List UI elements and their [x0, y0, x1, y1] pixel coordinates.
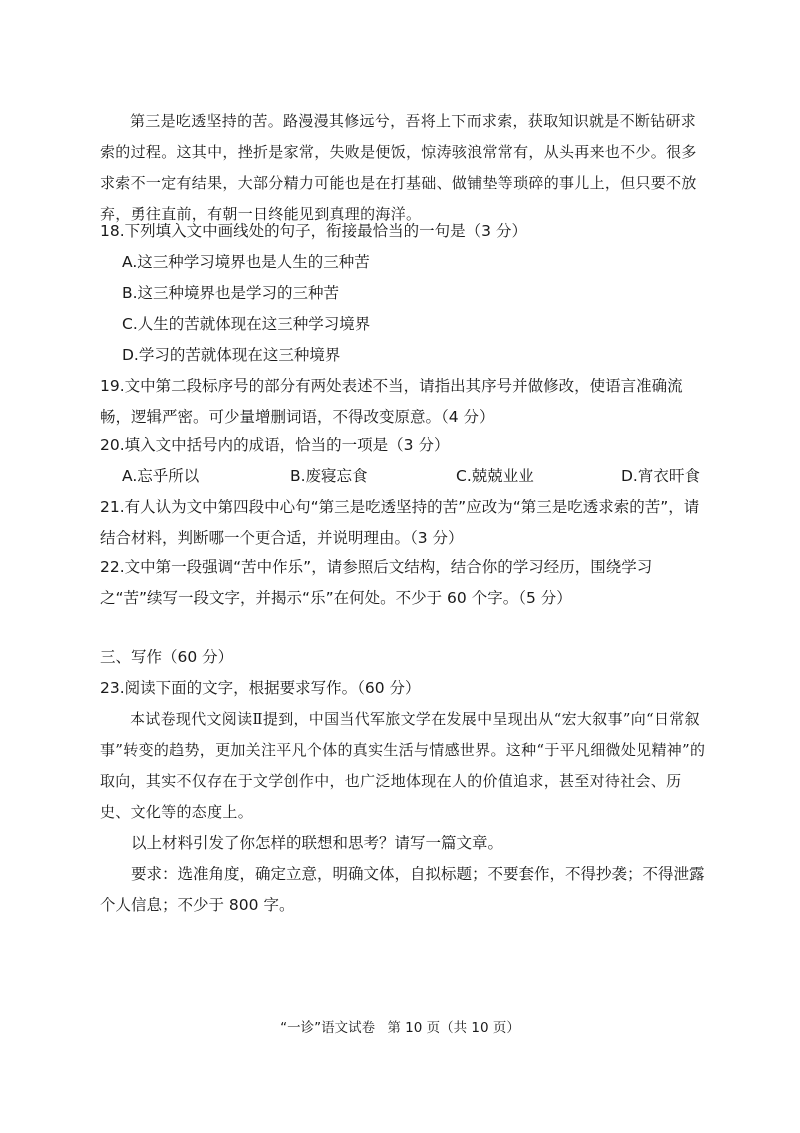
- question-20: [100, 430, 710, 492]
- question-23-prompt: 以上材料引发了你怎样的联想和思考？请写一篇文章。: [131, 834, 504, 852]
- question-18-stem: 18.下列填入文中画线处的句子，衔接最恰当的一句是（3 分）: [100, 222, 527, 240]
- passage-paragraph-3: 第三是吃透坚持的苦。路漫漫其修远兮，吾将上下而求索，获取知识就是不断钻研求索的过程。这其中，挫折是家常，失败是便饭，惊涛骇浪常常有，从头再来也不少。很多求索不一定有结果，大部分精力可能也是在打基础、做铺垫等琐碎的事儿上，但只要不放弃，勇往直前，有朝一日终能见到真理的海洋。: [100, 112, 697, 223]
- question-20-stem: 20.填入文中括号内的成语，恰当的一项是（3 分）: [100, 436, 450, 454]
- section-title: 三、写作（60 分）: [100, 648, 234, 666]
- writing-section: [100, 642, 710, 921]
- question-22-stem: 22.文中第一段强调“苦中作乐”，请参照后文结构，结合你的学习经历，围绕学习之“苦”续写一段文字，并揭示“乐”在何处。不少于 60 个字。（5 分）: [100, 558, 653, 607]
- question-20-option-d: D.宵衣旰食: [621, 467, 700, 485]
- question-20-option-a: A.忘乎所以: [122, 467, 200, 485]
- question-19-stem: 19.文中第二段标序号的部分有两处表述不当，请指出其序号并做修改，使语言准确流畅，逻辑严密。可少量增删词语，不得改变原意。（4 分）: [100, 377, 683, 426]
- question-18-option-d: D.学习的苦就体现在这三种境界: [122, 346, 341, 364]
- footer-exam-title: “一诊”语文试卷: [280, 1020, 376, 1036]
- question-18-option-a: A.这三种学习境界也是人生的三种苦: [122, 253, 370, 271]
- question-23-material: 本试卷现代文阅读Ⅱ提到，中国当代军旅文学在发展中呈现出从“宏大叙事”向“日常叙事”转变的趋势，更加关注平凡个体的真实生活与情感世界。这种“于平凡细微处见精神”的取向，其实不仅存在于文学创作中，也广泛地体现在人的价值追求，甚至对待社会、历史、文化等的态度上。: [100, 710, 706, 821]
- question-18-option-c: C.人生的苦就体现在这三种学习境界: [122, 315, 371, 333]
- question-20-options: [100, 461, 710, 492]
- question-21-stem: 21.有人认为文中第四段中心句“第三是吃透坚持的苦”应改为“第三是吃透求索的苦”，请结合材料，判断哪一个更合适，并说明理由。（3 分）: [100, 498, 700, 547]
- question-18-option-b: B.这三种境界也是学习的三种苦: [122, 284, 340, 302]
- question-20-option-c: C.兢兢业业: [456, 467, 534, 485]
- question-19: [100, 371, 710, 433]
- page-footer: [0, 1016, 800, 1036]
- question-23-requirements: 要求：选准角度，确定立意，明确文体，自拟标题；不要套作，不得抄袭；不得泄露个人信息；不少于 800 字。: [100, 865, 705, 914]
- passage-paragraph-block: [100, 106, 710, 230]
- question-22: [100, 552, 710, 614]
- question-18: [100, 216, 710, 371]
- question-23-stem: 23.阅读下面的文字，根据要求写作。（60 分）: [100, 679, 421, 697]
- question-21: [100, 492, 710, 554]
- question-20-option-b: B.废寝忘食: [290, 467, 368, 485]
- footer-page-number: 第 10 页（共 10 页）: [387, 1020, 520, 1036]
